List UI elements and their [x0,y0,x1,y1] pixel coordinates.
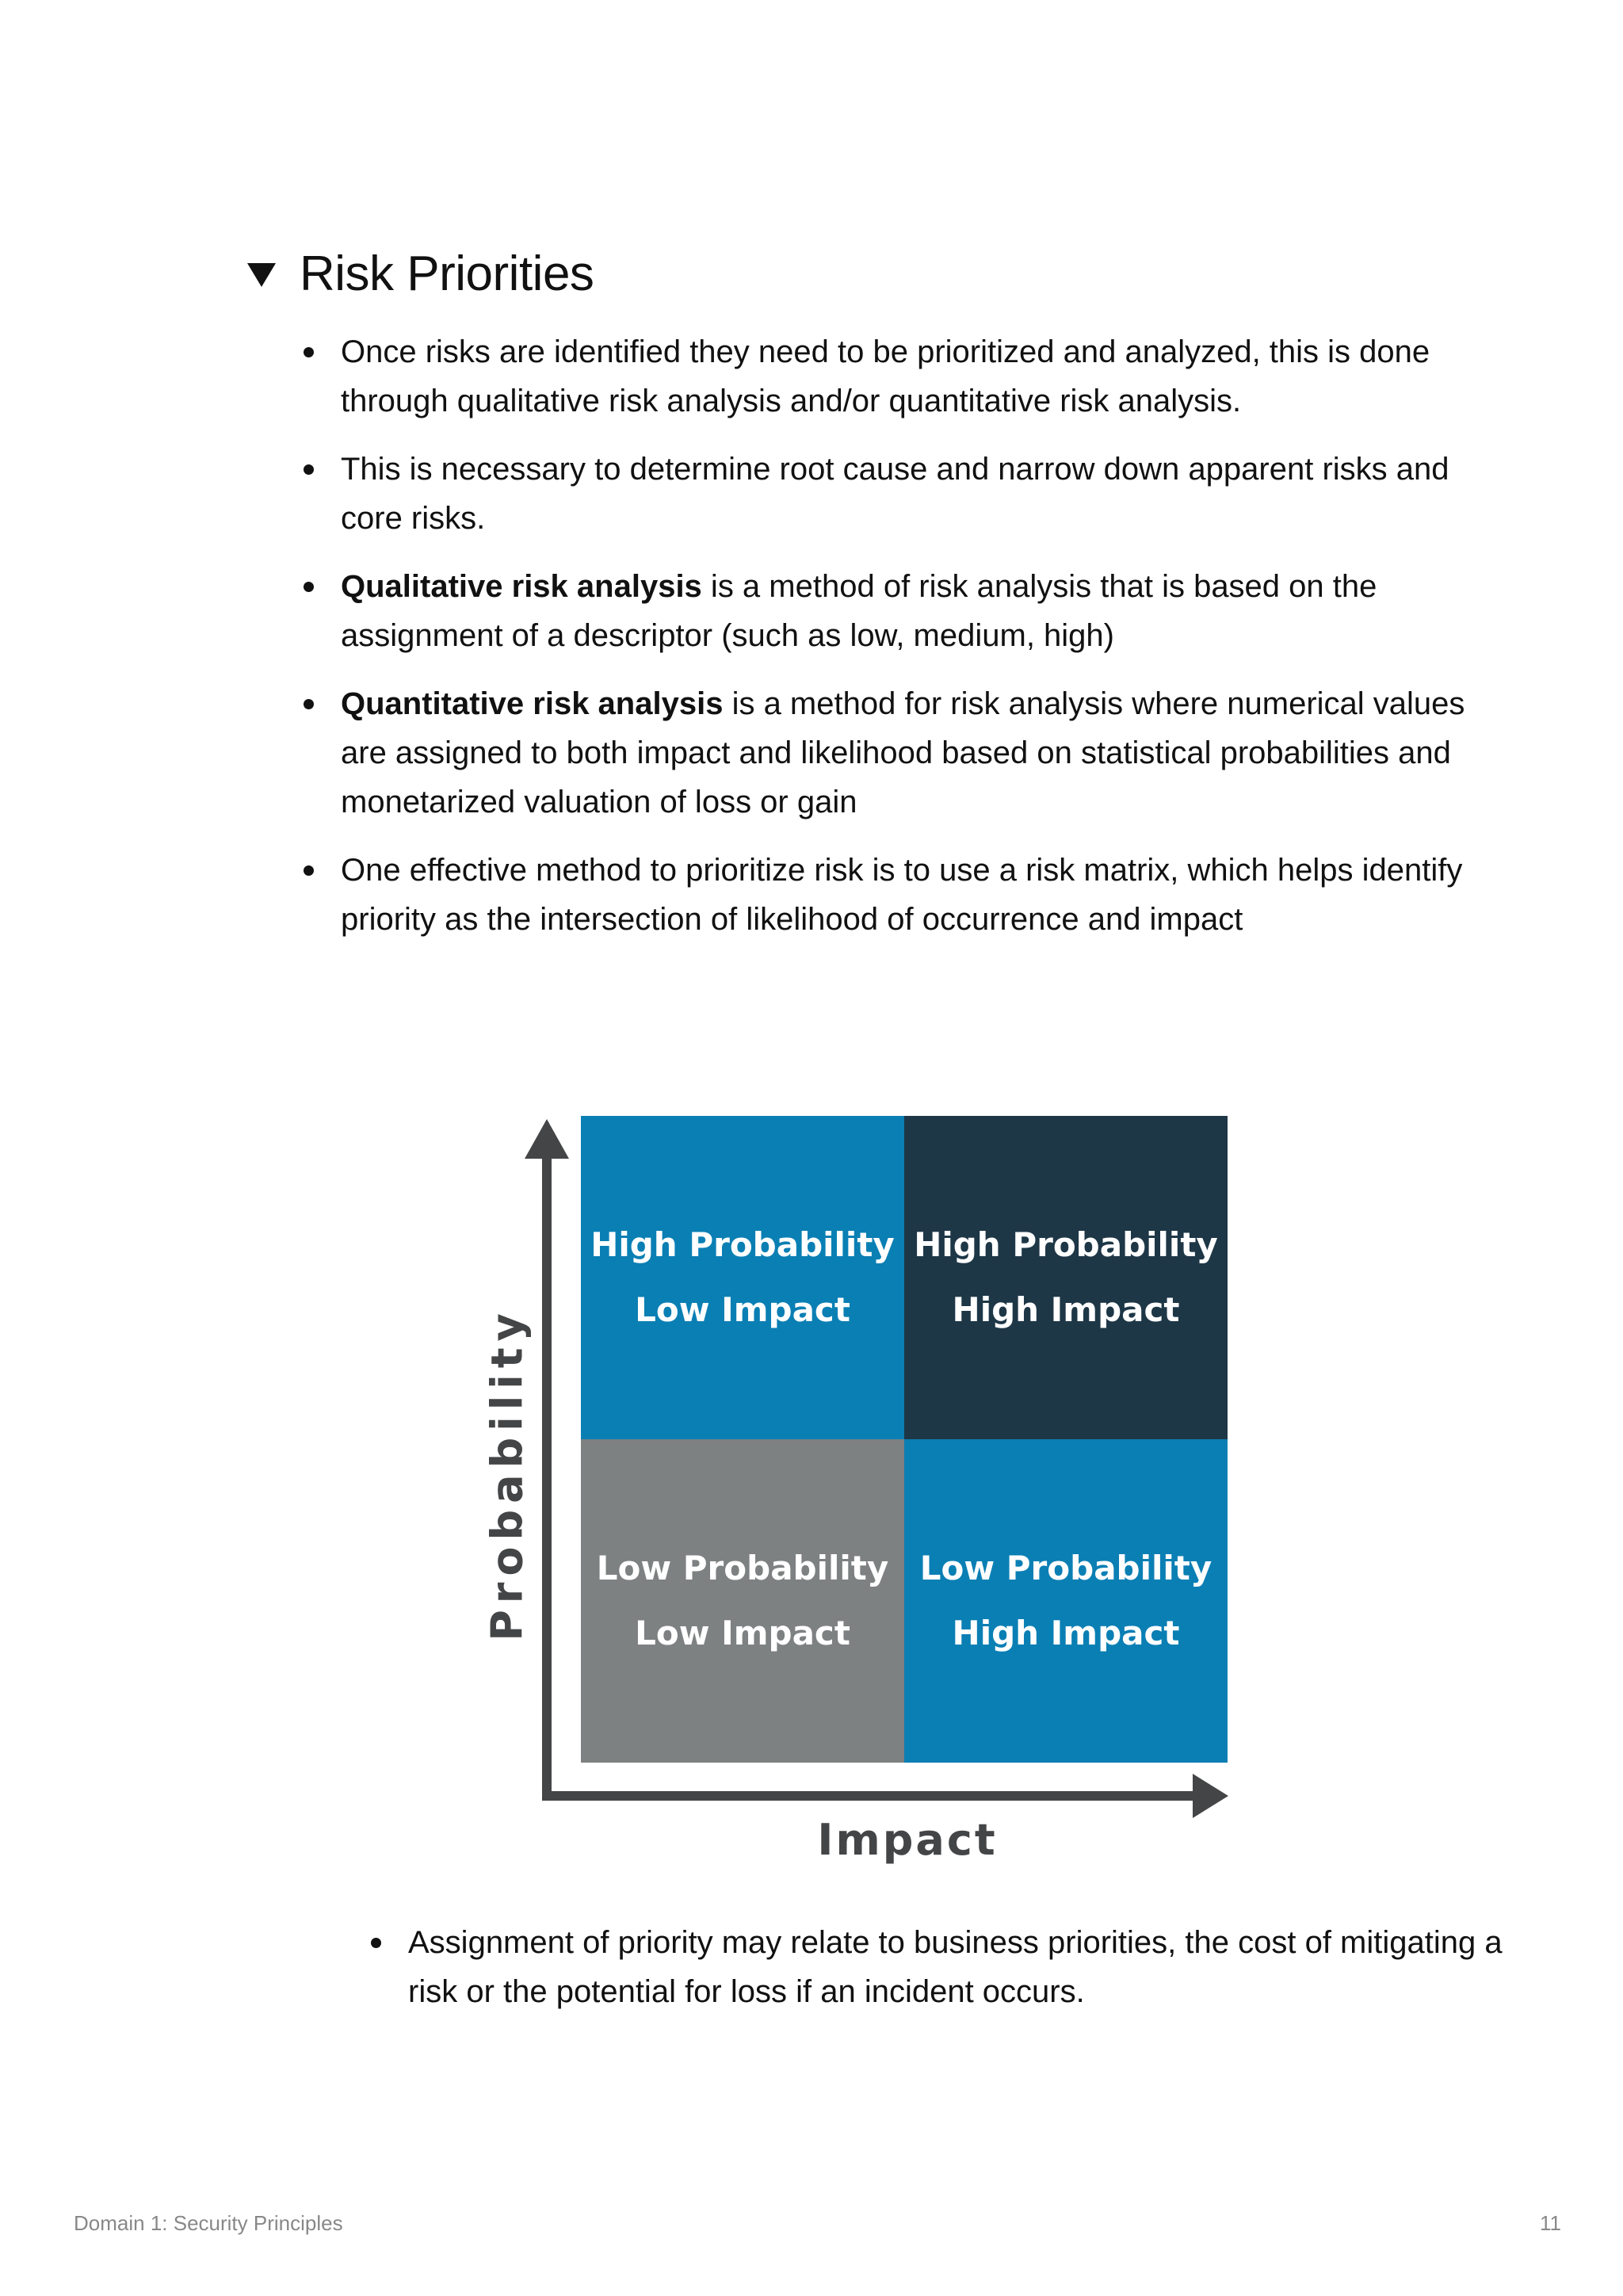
section-risk-priorities [246,246,1482,963]
cell-line-1: Low Probability [596,1549,889,1587]
cell-line-1: High Probability [914,1225,1218,1264]
bullet-list [246,327,1482,944]
bullet-dot [304,582,314,592]
bullet-text: is a method of risk analysis that is based on the assignment of a descriptor (such as low, medium, high) [341,569,1377,653]
cell-line-1: High Probability [590,1225,895,1264]
bold-term: Quantitative risk analysis [341,686,724,721]
bullet-dot [304,347,314,357]
bullet-text: is a method for risk analysis where numerical values are assigned to both impact and likelihood based on statistical probabilities and monetarized valuation of loss or gain [341,686,1465,819]
bullet-text: One effective method to prioritize risk is to use a risk matrix, which helps identify priority as the intersection of likelihood of occurrence and impact [341,853,1463,937]
bullet-dot [371,1938,381,1948]
bullet-text: Assignment of priority may relate to business priorities, the cost of mitigating a risk or the potential for loss if an incident occurs. [408,1925,1503,2009]
y-axis-arrow-icon [525,1119,569,1159]
cell-line-2: High Impact [952,1614,1180,1652]
list-item [380,1918,1553,2016]
footer-domain-label: Domain 1: Security Principles [74,2211,343,2235]
cell-line-2: Low Impact [635,1614,850,1652]
list-item [313,445,1482,543]
x-axis-arrow-icon [1193,1774,1228,1818]
bullet-dot [304,865,314,876]
footer-page-number: 11 [1540,2211,1561,2235]
bullet-list-after-matrix [313,1918,1553,2035]
cell-high-probability-low-impact [581,1116,904,1439]
bullet-dot [304,464,314,475]
bullet-text: Once risks are identified they need to be prioritized and analyzed, this is done through qualitative risk analysis and/or quantitative risk analysis. [341,334,1430,418]
cell-line-1: Low Probability [919,1549,1212,1587]
bullet-dot [304,699,314,709]
cell-low-probability-high-impact [904,1439,1228,1763]
list-item [313,562,1482,660]
y-axis-label: Probability [482,1307,533,1641]
cell-low-probability-low-impact [581,1439,904,1763]
section-heading[interactable] [246,246,1482,302]
section-title: Risk Priorities [300,246,594,301]
triangle-down-icon[interactable] [246,258,277,290]
list-item [313,846,1482,944]
cell-high-probability-high-impact [904,1116,1228,1439]
cell-line-2: High Impact [952,1290,1180,1329]
cell-line-2: Low Impact [635,1290,850,1329]
x-axis-label: Impact [817,1815,998,1865]
bold-term: Qualitative risk analysis [341,569,702,604]
list-item [313,327,1482,426]
list-item [313,679,1482,827]
bullet-text: This is necessary to determine root cause and narrow down apparent risks and core risks. [341,452,1449,536]
risk-matrix [475,1110,1236,1870]
